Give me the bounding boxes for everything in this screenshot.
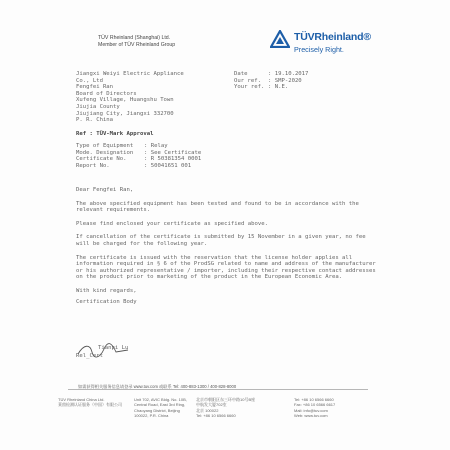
signatory-title: Rel_Cert bbox=[76, 353, 103, 359]
address-line: Jiangxi Weiyi Electric Appliance bbox=[76, 71, 184, 77]
signoff: Certification Body bbox=[76, 298, 137, 305]
footer-address-cn bbox=[196, 397, 255, 419]
company-header bbox=[98, 35, 175, 49]
equipment-details bbox=[76, 143, 201, 169]
footer-text: Unit 702, AVIC Bldg. No. 10B, bbox=[134, 397, 187, 402]
footer-text: Central Road, East 3rd Ring, bbox=[134, 402, 186, 408]
footer-text: 北京 100022 bbox=[196, 407, 219, 413]
detail-row bbox=[76, 156, 201, 163]
address-line: Fengfei Ran bbox=[76, 84, 114, 91]
footer-text: 中航发大厦702室 bbox=[196, 402, 227, 408]
footer-contact bbox=[294, 397, 335, 419]
footer-text: 莱茵检测认证服务（中国）有限公司 bbox=[58, 402, 122, 408]
body-paragraph: If cancellation of the certificate is submitted by 15 November in a given year, no fee will be charged for the following year. bbox=[76, 234, 366, 247]
company-name: TÜV Rheinland (Shanghai) Ltd. bbox=[98, 35, 171, 41]
detail-value: : R 50381354 0001 bbox=[144, 156, 202, 163]
detail-value: : Relay bbox=[144, 143, 168, 149]
meta-value: : SMP-2020 bbox=[268, 77, 302, 84]
detail-value: : 50041651 001 bbox=[144, 162, 192, 169]
body-paragraph: The above specified equipment has been tested and found to be in accordance with the relevant requirements. bbox=[76, 200, 359, 214]
footer-text: Mail: info@tuv.com bbox=[294, 407, 328, 413]
footer-company bbox=[58, 397, 122, 408]
detail-label: Certificate No. bbox=[76, 156, 127, 163]
meta-row bbox=[234, 84, 308, 91]
meta-label: Our ref. bbox=[234, 77, 261, 84]
footer-service-line: 如需获得相关服务信息请登录 www.tuv.com 或联系 Tel: 400-883-1300 / 400-828-8000 bbox=[78, 384, 237, 389]
closing: With kind regards, bbox=[76, 287, 137, 294]
footer-text: Tel: +86 10 6566 6660 bbox=[294, 397, 334, 402]
detail-label: Mode. Designation bbox=[76, 149, 134, 156]
signatory-name: Tianpi Lu bbox=[98, 345, 129, 351]
meta-label: Date bbox=[234, 71, 248, 77]
company-group: Member of TÜV Rheinland Group bbox=[98, 42, 176, 48]
footer-text: 100022, P.R. China bbox=[134, 413, 169, 419]
footer-text: Tel: +86 10 6566 6660 bbox=[196, 413, 236, 419]
detail-row bbox=[76, 150, 201, 157]
footer-text: Fax: +86 10 6566 6617 bbox=[294, 402, 336, 408]
salutation: Dear Fengfei Ran, bbox=[76, 187, 134, 193]
brand-logo bbox=[270, 28, 390, 60]
subject-line: Ref : TÜV-Mark Approval bbox=[76, 131, 154, 137]
detail-label: Report No. bbox=[76, 162, 110, 169]
footer-text: Web: www.tuv.com bbox=[294, 413, 328, 419]
footer-text: 北京市朝阳区东三环中路10号B座 bbox=[196, 397, 256, 402]
detail-label: Type of Equipment bbox=[76, 143, 134, 149]
meta-value: : N.E. bbox=[268, 84, 289, 91]
reference-block bbox=[234, 71, 308, 91]
footer-divider bbox=[68, 389, 368, 390]
detail-row bbox=[76, 163, 201, 170]
recipient-address bbox=[76, 71, 184, 124]
address-line: Board of Directors bbox=[76, 90, 137, 97]
brand-tagline: Precisely Right. bbox=[294, 45, 344, 54]
meta-row bbox=[234, 71, 308, 78]
triangle-logo-icon bbox=[270, 30, 290, 48]
address-line: Xufeng Village, Huangshu Town bbox=[76, 97, 174, 104]
meta-row bbox=[234, 78, 308, 85]
body-paragraph: Please find enclosed your certificate as specified above. bbox=[76, 220, 268, 227]
address-line: Jiujia County bbox=[76, 103, 120, 110]
meta-value: : 19.10.2017 bbox=[268, 71, 309, 77]
address-line: Jiujiang City, Jiangxi 332700 bbox=[76, 110, 174, 117]
body-paragraph: The certificate is issued with the reservation that the license holder applies all information required in § 6 of the ProdSG related to name and address of the manufacturer or his authorized representative / importer, including their respective contact addresses on the product prior to marketing of the product in the European Economic Area. bbox=[76, 254, 376, 281]
brand-name: TÜVRheinland® bbox=[294, 31, 371, 43]
letter-body bbox=[76, 187, 376, 312]
detail-row bbox=[76, 143, 201, 150]
footer-text: TÜV Rheinland China Ltd. bbox=[58, 397, 105, 402]
address-line: Co., Ltd bbox=[76, 77, 103, 84]
footer-text: Chaoyang District, Beijing bbox=[134, 407, 180, 413]
footer-address-en bbox=[134, 397, 187, 419]
address-line: P. R. China bbox=[76, 117, 114, 124]
meta-label: Your ref. bbox=[234, 84, 265, 91]
detail-value: : See Certificate bbox=[144, 149, 202, 156]
